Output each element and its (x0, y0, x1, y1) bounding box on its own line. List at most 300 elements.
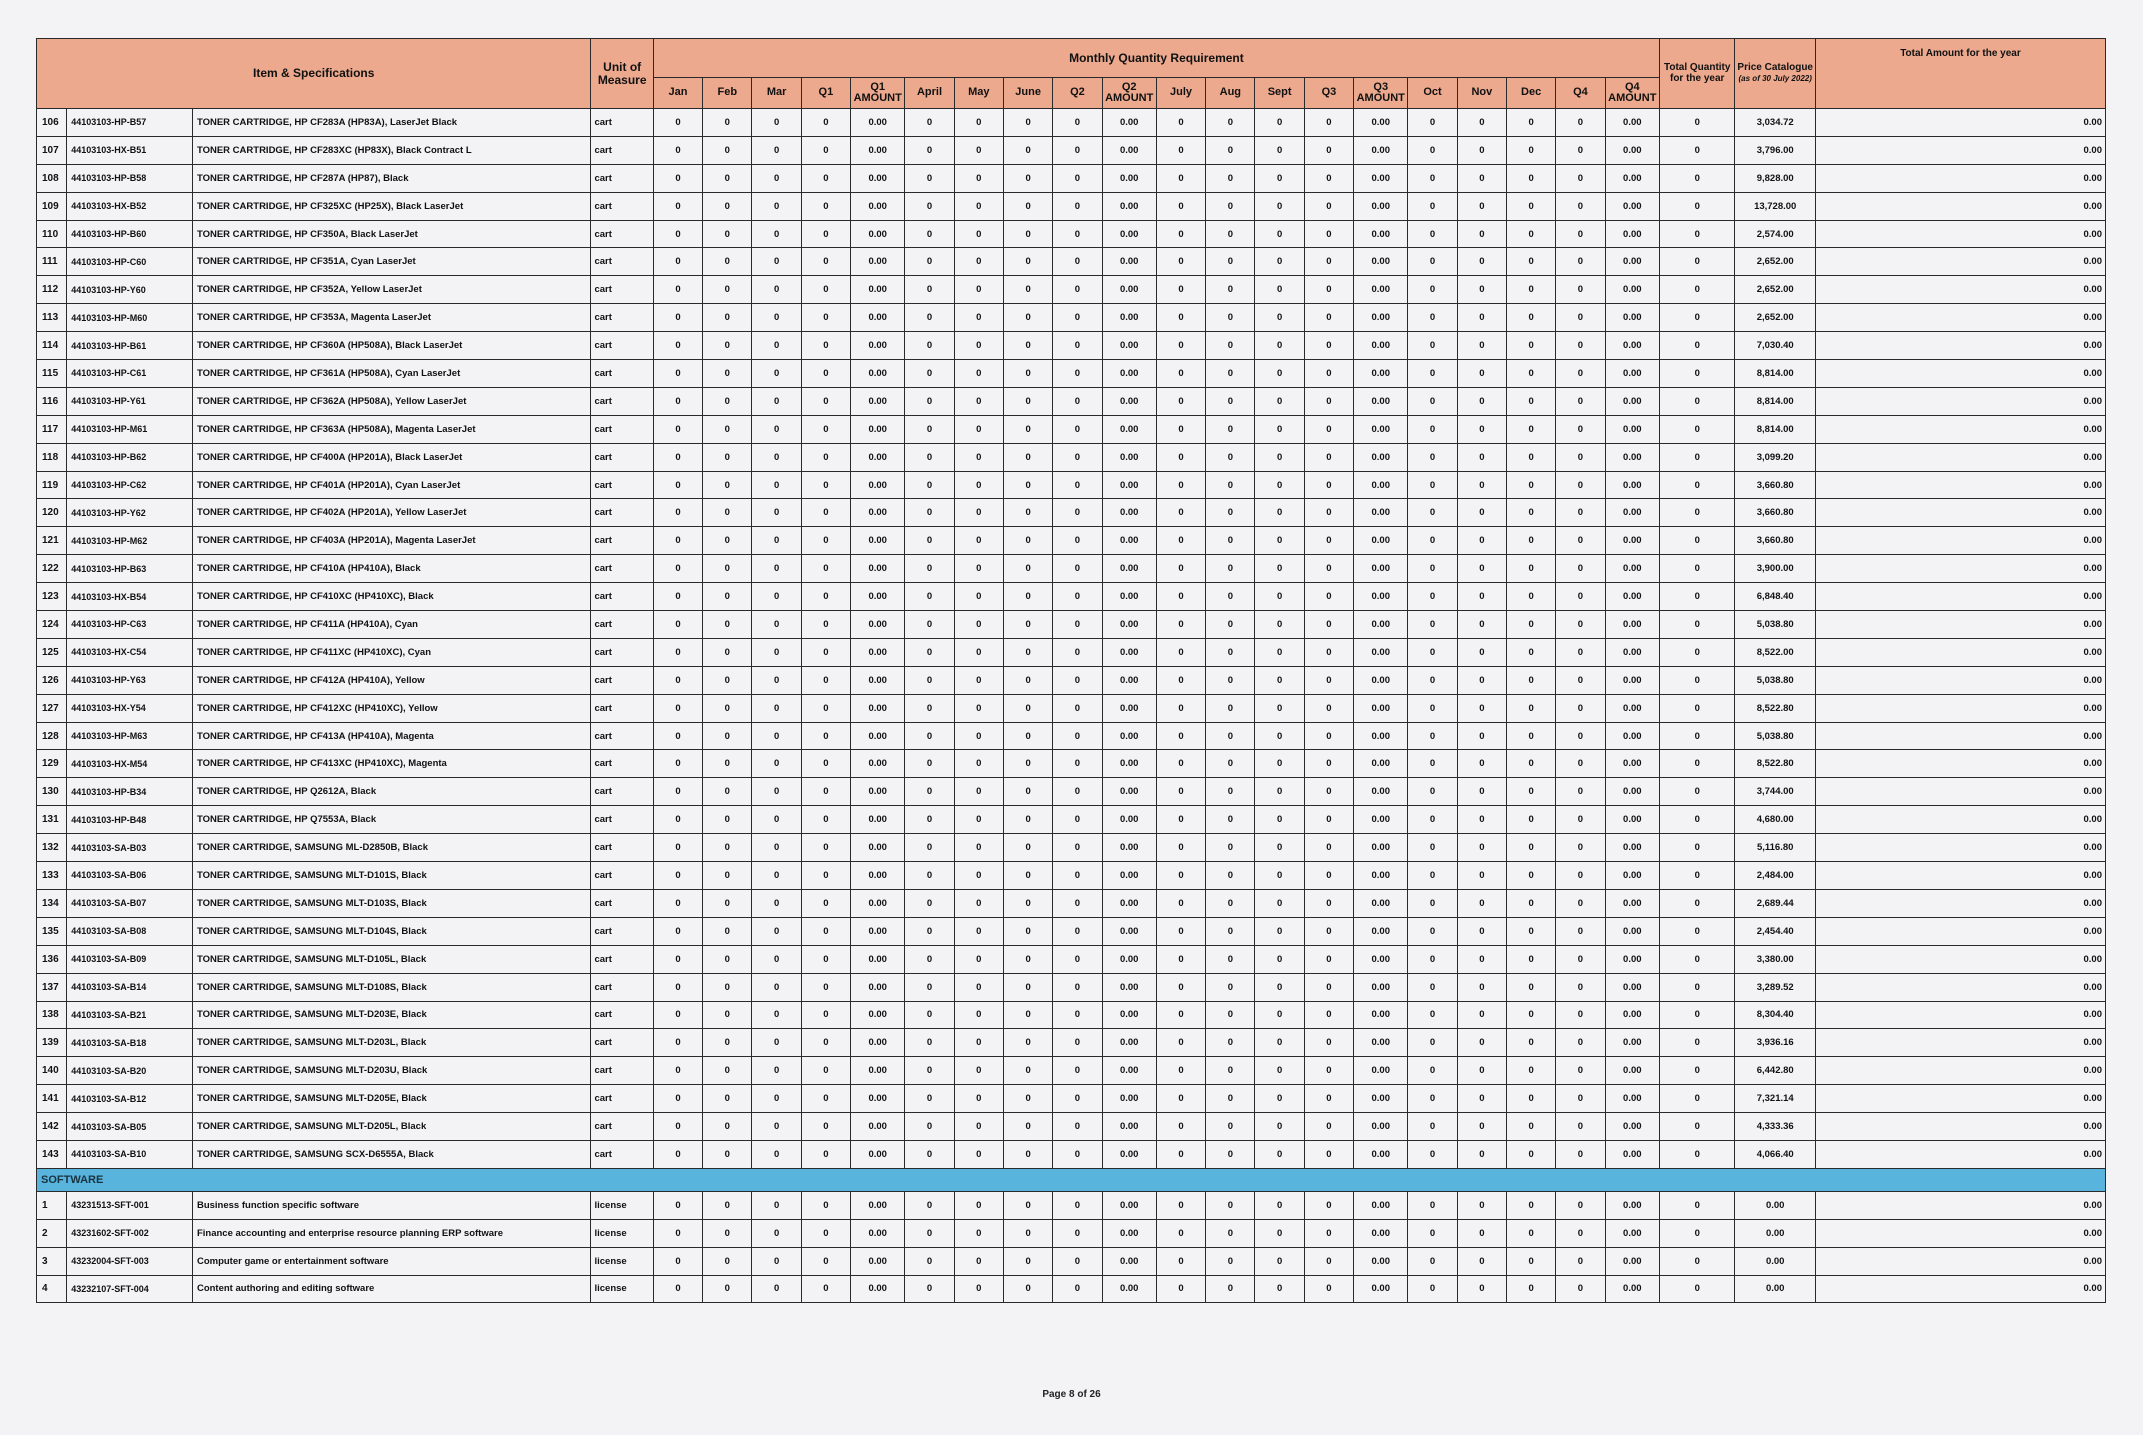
period-value: 0 (1156, 945, 1205, 973)
period-value: 0 (954, 1191, 1003, 1219)
period-value: 0 (1408, 1001, 1457, 1029)
period-value: 0 (801, 973, 850, 1001)
period-value: 0 (1206, 611, 1255, 639)
period-value: 0 (653, 471, 702, 499)
period-value: 0 (752, 973, 801, 1001)
period-value: 0 (1408, 945, 1457, 973)
total-amount: 0.00 (1815, 220, 2105, 248)
period-value: 0.00 (1605, 415, 1659, 443)
period-value: 0 (905, 443, 954, 471)
period-value: 0 (703, 304, 752, 332)
item-code: 44103103-SA-B14 (67, 973, 193, 1001)
period-value: 0 (1053, 862, 1102, 890)
item-number: 121 (37, 527, 67, 555)
item-spec: TONER CARTRIDGE, SAMSUNG MLT-D203E, Black (192, 1001, 591, 1029)
item-number: 106 (37, 109, 67, 137)
period-value: 0 (1304, 248, 1353, 276)
period-value: 0.00 (851, 1113, 905, 1141)
item-number: 131 (37, 806, 67, 834)
total-amount: 0.00 (1815, 973, 2105, 1001)
period-value: 0 (752, 722, 801, 750)
period-value: 0 (1507, 527, 1556, 555)
period-value: 0.00 (1102, 1001, 1156, 1029)
period-value: 0.00 (1354, 499, 1408, 527)
period-value: 0.00 (1102, 917, 1156, 945)
period-value: 0 (954, 527, 1003, 555)
period-value: 0 (905, 806, 954, 834)
period-value: 0.00 (1354, 220, 1408, 248)
period-value: 0 (1156, 750, 1205, 778)
period-value: 0 (1053, 555, 1102, 583)
unit-of-measure: cart (591, 415, 653, 443)
period-value: 0 (801, 1057, 850, 1085)
period-value: 0 (703, 638, 752, 666)
period-value: 0 (954, 1085, 1003, 1113)
period-value: 0 (801, 499, 850, 527)
period-value: 0 (1003, 1247, 1052, 1275)
period-value: 0 (1206, 722, 1255, 750)
price-catalogue: 8,814.00 (1735, 415, 1816, 443)
table-row (37, 360, 2106, 388)
period-value: 0.00 (1102, 443, 1156, 471)
unit-of-measure: cart (591, 220, 653, 248)
period-value: 0.00 (1102, 248, 1156, 276)
table-row (37, 192, 2106, 220)
table-row (37, 109, 2106, 137)
period-value: 0.00 (1354, 694, 1408, 722)
item-spec: TONER CARTRIDGE, SAMSUNG MLT-D101S, Black (192, 862, 591, 890)
period-value: 0 (1053, 611, 1102, 639)
period-value: 0 (1156, 583, 1205, 611)
period-value: 0 (653, 136, 702, 164)
period-value: 0 (1304, 1001, 1353, 1029)
item-code: 44103103-HP-C60 (67, 248, 193, 276)
period-value: 0 (1053, 164, 1102, 192)
period-value: 0 (703, 834, 752, 862)
period-value: 0 (954, 248, 1003, 276)
period-value: 0 (1206, 917, 1255, 945)
total-quantity: 0 (1659, 1085, 1734, 1113)
period-value: 0 (1156, 973, 1205, 1001)
period-value: 0 (1156, 527, 1205, 555)
period-value: 0 (653, 304, 702, 332)
period-value: 0.00 (1354, 1085, 1408, 1113)
item-number: 115 (37, 360, 67, 388)
period-value: 0 (954, 360, 1003, 388)
period-value: 0 (703, 694, 752, 722)
period-value: 0 (1304, 862, 1353, 890)
period-value: 0 (905, 945, 954, 973)
period-header: Q3 AMOUNT (1354, 78, 1408, 109)
period-value: 0 (1003, 666, 1052, 694)
unit-of-measure: cart (591, 555, 653, 583)
period-value: 0 (1053, 332, 1102, 360)
period-value: 0 (1507, 778, 1556, 806)
total-amount: 0.00 (1815, 1219, 2105, 1247)
period-value: 0 (905, 1029, 954, 1057)
period-value: 0.00 (1354, 1247, 1408, 1275)
period-value: 0 (703, 1247, 752, 1275)
period-value: 0 (1206, 666, 1255, 694)
period-value: 0 (1156, 917, 1205, 945)
period-value: 0 (1206, 360, 1255, 388)
period-value: 0.00 (1102, 499, 1156, 527)
table-row (37, 778, 2106, 806)
period-value: 0.00 (851, 1140, 905, 1168)
period-value: 0 (905, 555, 954, 583)
period-value: 0.00 (851, 360, 905, 388)
period-value: 0.00 (851, 1085, 905, 1113)
item-number: 125 (37, 638, 67, 666)
period-value: 0 (1003, 1001, 1052, 1029)
period-value: 0 (1457, 360, 1506, 388)
period-value: 0 (1507, 1113, 1556, 1141)
unit-of-measure: cart (591, 387, 653, 415)
period-value: 0 (1255, 834, 1304, 862)
period-value: 0 (1408, 806, 1457, 834)
period-value: 0 (1003, 750, 1052, 778)
period-value: 0 (954, 583, 1003, 611)
total-amount: 0.00 (1815, 415, 2105, 443)
item-code: 44103103-HP-M60 (67, 304, 193, 332)
period-value: 0 (1408, 1029, 1457, 1057)
period-value: 0 (1457, 471, 1506, 499)
table-row (37, 1219, 2106, 1247)
period-value: 0 (1053, 722, 1102, 750)
period-value: 0 (752, 862, 801, 890)
period-value: 0 (801, 220, 850, 248)
period-value: 0.00 (1102, 638, 1156, 666)
period-value: 0.00 (851, 499, 905, 527)
period-value: 0 (1457, 583, 1506, 611)
item-spec: TONER CARTRIDGE, HP CF283XC (HP83X), Black Contract L (192, 136, 591, 164)
period-value: 0 (1556, 415, 1605, 443)
period-value: 0.00 (1102, 1275, 1156, 1303)
period-value: 0 (1457, 834, 1506, 862)
period-value: 0.00 (1354, 778, 1408, 806)
period-value: 0 (954, 722, 1003, 750)
period-value: 0 (1304, 917, 1353, 945)
period-value: 0 (1507, 889, 1556, 917)
period-value: 0 (1408, 387, 1457, 415)
period-value: 0 (703, 889, 752, 917)
period-value: 0 (801, 192, 850, 220)
period-value: 0.00 (851, 443, 905, 471)
table-row (37, 248, 2106, 276)
period-value: 0 (1255, 415, 1304, 443)
item-number: 123 (37, 583, 67, 611)
period-header: Dec (1507, 78, 1556, 109)
period-value: 0 (801, 945, 850, 973)
period-value: 0 (1457, 722, 1506, 750)
period-value: 0 (752, 806, 801, 834)
total-quantity: 0 (1659, 471, 1734, 499)
period-value: 0.00 (1605, 276, 1659, 304)
period-value: 0 (1053, 415, 1102, 443)
period-value: 0 (954, 806, 1003, 834)
item-code: 44103103-SA-B07 (67, 889, 193, 917)
period-value: 0.00 (1605, 360, 1659, 388)
table-row (37, 638, 2106, 666)
unit-of-measure: cart (591, 164, 653, 192)
period-value: 0.00 (1605, 1113, 1659, 1141)
period-value: 0 (801, 638, 850, 666)
period-value: 0 (752, 136, 801, 164)
item-spec: TONER CARTRIDGE, HP CF402A (HP201A), Yellow LaserJet (192, 499, 591, 527)
item-spec: TONER CARTRIDGE, SAMSUNG MLT-D104S, Black (192, 917, 591, 945)
period-value: 0 (1507, 164, 1556, 192)
period-value: 0 (801, 1191, 850, 1219)
period-value: 0 (752, 471, 801, 499)
period-value: 0.00 (1605, 750, 1659, 778)
period-value: 0.00 (1102, 1029, 1156, 1057)
period-value: 0 (1408, 889, 1457, 917)
period-value: 0 (1255, 666, 1304, 694)
period-value: 0 (1156, 248, 1205, 276)
price-catalogue: 2,689.44 (1735, 889, 1816, 917)
item-number: 1 (37, 1191, 67, 1219)
period-header: Q4 AMOUNT (1605, 78, 1659, 109)
period-header: Feb (703, 78, 752, 109)
period-value: 0.00 (1605, 917, 1659, 945)
period-value: 0 (905, 917, 954, 945)
period-value: 0 (1206, 583, 1255, 611)
period-value: 0 (1053, 1140, 1102, 1168)
period-value: 0 (752, 1275, 801, 1303)
item-code: 43231513-SFT-001 (67, 1191, 193, 1219)
item-number: 108 (37, 164, 67, 192)
item-spec: TONER CARTRIDGE, HP CF410A (HP410A), Black (192, 555, 591, 583)
total-quantity: 0 (1659, 778, 1734, 806)
period-value: 0 (752, 415, 801, 443)
period-value: 0 (1457, 499, 1506, 527)
period-value: 0 (905, 1001, 954, 1029)
period-value: 0 (1053, 1113, 1102, 1141)
unit-of-measure: cart (591, 1140, 653, 1168)
period-value: 0 (703, 360, 752, 388)
period-value: 0 (1457, 806, 1506, 834)
item-number: 112 (37, 276, 67, 304)
period-value: 0.00 (1354, 1057, 1408, 1085)
period-value: 0 (703, 583, 752, 611)
period-value: 0.00 (1102, 164, 1156, 192)
price-catalogue: 3,380.00 (1735, 945, 1816, 973)
period-value: 0 (1457, 945, 1506, 973)
item-code: 44103103-HP-B61 (67, 332, 193, 360)
period-value: 0 (1053, 834, 1102, 862)
period-value: 0 (1003, 136, 1052, 164)
total-quantity: 0 (1659, 387, 1734, 415)
period-value: 0.00 (1102, 136, 1156, 164)
period-value: 0.00 (851, 917, 905, 945)
period-value: 0 (1507, 555, 1556, 583)
period-value: 0 (1304, 1247, 1353, 1275)
period-value: 0 (905, 1085, 954, 1113)
total-quantity: 0 (1659, 889, 1734, 917)
unit-of-measure-header: Unit of Measure (591, 39, 653, 109)
period-value: 0 (1408, 1219, 1457, 1247)
item-spec: TONER CARTRIDGE, HP CF401A (HP201A), Cyan LaserJet (192, 471, 591, 499)
price-catalogue: 3,936.16 (1735, 1029, 1816, 1057)
period-value: 0 (752, 109, 801, 137)
total-quantity: 0 (1659, 1191, 1734, 1219)
period-value: 0 (1206, 1085, 1255, 1113)
period-value: 0.00 (1605, 332, 1659, 360)
period-value: 0 (905, 304, 954, 332)
period-value: 0 (801, 164, 850, 192)
period-value: 0.00 (1354, 555, 1408, 583)
period-value: 0 (1156, 360, 1205, 388)
unit-of-measure: cart (591, 360, 653, 388)
total-amount: 0.00 (1815, 806, 2105, 834)
table-row (37, 527, 2106, 555)
period-value: 0.00 (851, 611, 905, 639)
period-value: 0.00 (851, 136, 905, 164)
period-value: 0 (1507, 192, 1556, 220)
period-value: 0.00 (1102, 1085, 1156, 1113)
period-value: 0 (1003, 109, 1052, 137)
period-value: 0 (1507, 471, 1556, 499)
period-value: 0 (653, 1219, 702, 1247)
total-amount: 0.00 (1815, 1247, 2105, 1275)
period-value: 0 (1457, 527, 1506, 555)
price-catalogue: 3,034.72 (1735, 109, 1816, 137)
total-quantity: 0 (1659, 443, 1734, 471)
period-value: 0.00 (1102, 360, 1156, 388)
period-value: 0 (801, 722, 850, 750)
period-value: 0 (1053, 1001, 1102, 1029)
period-header: Oct (1408, 78, 1457, 109)
period-value: 0 (1053, 276, 1102, 304)
period-value: 0 (954, 638, 1003, 666)
period-value: 0.00 (1102, 220, 1156, 248)
item-number: 138 (37, 1001, 67, 1029)
period-value: 0.00 (1354, 527, 1408, 555)
period-value: 0 (1304, 1113, 1353, 1141)
period-value: 0 (954, 973, 1003, 1001)
item-code: 43232107-SFT-004 (67, 1275, 193, 1303)
period-value: 0 (752, 332, 801, 360)
item-code: 44103103-HP-C61 (67, 360, 193, 388)
period-value: 0 (1255, 973, 1304, 1001)
table-row (37, 694, 2106, 722)
period-value: 0 (954, 1247, 1003, 1275)
unit-of-measure: cart (591, 694, 653, 722)
item-code: 44103103-HP-M63 (67, 722, 193, 750)
period-value: 0 (1408, 276, 1457, 304)
total-quantity: 0 (1659, 638, 1734, 666)
table-row (37, 276, 2106, 304)
period-value: 0 (1457, 1219, 1506, 1247)
period-value: 0 (703, 611, 752, 639)
period-value: 0.00 (1354, 276, 1408, 304)
period-value: 0 (752, 164, 801, 192)
period-value: 0.00 (851, 304, 905, 332)
period-value: 0 (1507, 1219, 1556, 1247)
total-quantity: 0 (1659, 555, 1734, 583)
period-value: 0 (1507, 917, 1556, 945)
period-value: 0 (801, 666, 850, 694)
period-value: 0.00 (1354, 471, 1408, 499)
period-value: 0 (1053, 471, 1102, 499)
period-value: 0.00 (1605, 471, 1659, 499)
period-value: 0 (703, 109, 752, 137)
period-value: 0 (653, 889, 702, 917)
item-number: 120 (37, 499, 67, 527)
period-value: 0.00 (1354, 834, 1408, 862)
period-value: 0 (1457, 973, 1506, 1001)
period-value: 0.00 (1102, 1140, 1156, 1168)
period-value: 0 (954, 1113, 1003, 1141)
period-value: 0 (1206, 638, 1255, 666)
period-value: 0 (1304, 834, 1353, 862)
period-value: 0 (1255, 527, 1304, 555)
price-catalogue: 8,522.80 (1735, 750, 1816, 778)
table-row (37, 722, 2106, 750)
item-spec: Computer game or entertainment software (192, 1247, 591, 1275)
period-value: 0 (1156, 1057, 1205, 1085)
period-value: 0 (905, 220, 954, 248)
period-value: 0 (1255, 917, 1304, 945)
period-value: 0 (752, 1001, 801, 1029)
period-value: 0 (905, 415, 954, 443)
unit-of-measure: cart (591, 136, 653, 164)
period-value: 0 (905, 1113, 954, 1141)
period-value: 0 (1003, 583, 1052, 611)
period-value: 0 (905, 973, 954, 1001)
period-value: 0.00 (1354, 945, 1408, 973)
period-value: 0 (1556, 778, 1605, 806)
period-value: 0 (1507, 415, 1556, 443)
period-value: 0 (703, 1191, 752, 1219)
period-value: 0 (653, 778, 702, 806)
period-value: 0 (1255, 248, 1304, 276)
period-value: 0 (1003, 332, 1052, 360)
total-quantity: 0 (1659, 1140, 1734, 1168)
unit-of-measure: cart (591, 611, 653, 639)
table-row (37, 164, 2106, 192)
item-number: 136 (37, 945, 67, 973)
period-value: 0.00 (1605, 778, 1659, 806)
total-quantity: 0 (1659, 666, 1734, 694)
period-value: 0 (752, 192, 801, 220)
period-value: 0.00 (851, 945, 905, 973)
period-header: July (1156, 78, 1205, 109)
period-value: 0 (1556, 220, 1605, 248)
total-quantity: 0 (1659, 499, 1734, 527)
item-number: 135 (37, 917, 67, 945)
item-number: 118 (37, 443, 67, 471)
period-value: 0.00 (1354, 1275, 1408, 1303)
period-value: 0.00 (1354, 1140, 1408, 1168)
item-number: 141 (37, 1085, 67, 1113)
total-amount: 0.00 (1815, 889, 2105, 917)
period-value: 0 (1507, 1247, 1556, 1275)
item-code: 44103103-HP-C62 (67, 471, 193, 499)
item-number: 122 (37, 555, 67, 583)
item-spec: TONER CARTRIDGE, SAMSUNG SCX-D6555A, Black (192, 1140, 591, 1168)
unit-of-measure: cart (591, 917, 653, 945)
period-value: 0 (1255, 1191, 1304, 1219)
unit-of-measure: cart (591, 945, 653, 973)
item-number: 109 (37, 192, 67, 220)
period-value: 0 (1457, 611, 1506, 639)
period-value: 0 (1053, 1191, 1102, 1219)
total-quantity: 0 (1659, 1029, 1734, 1057)
period-value: 0 (1206, 778, 1255, 806)
period-value: 0 (1304, 1140, 1353, 1168)
period-value: 0 (1255, 1029, 1304, 1057)
